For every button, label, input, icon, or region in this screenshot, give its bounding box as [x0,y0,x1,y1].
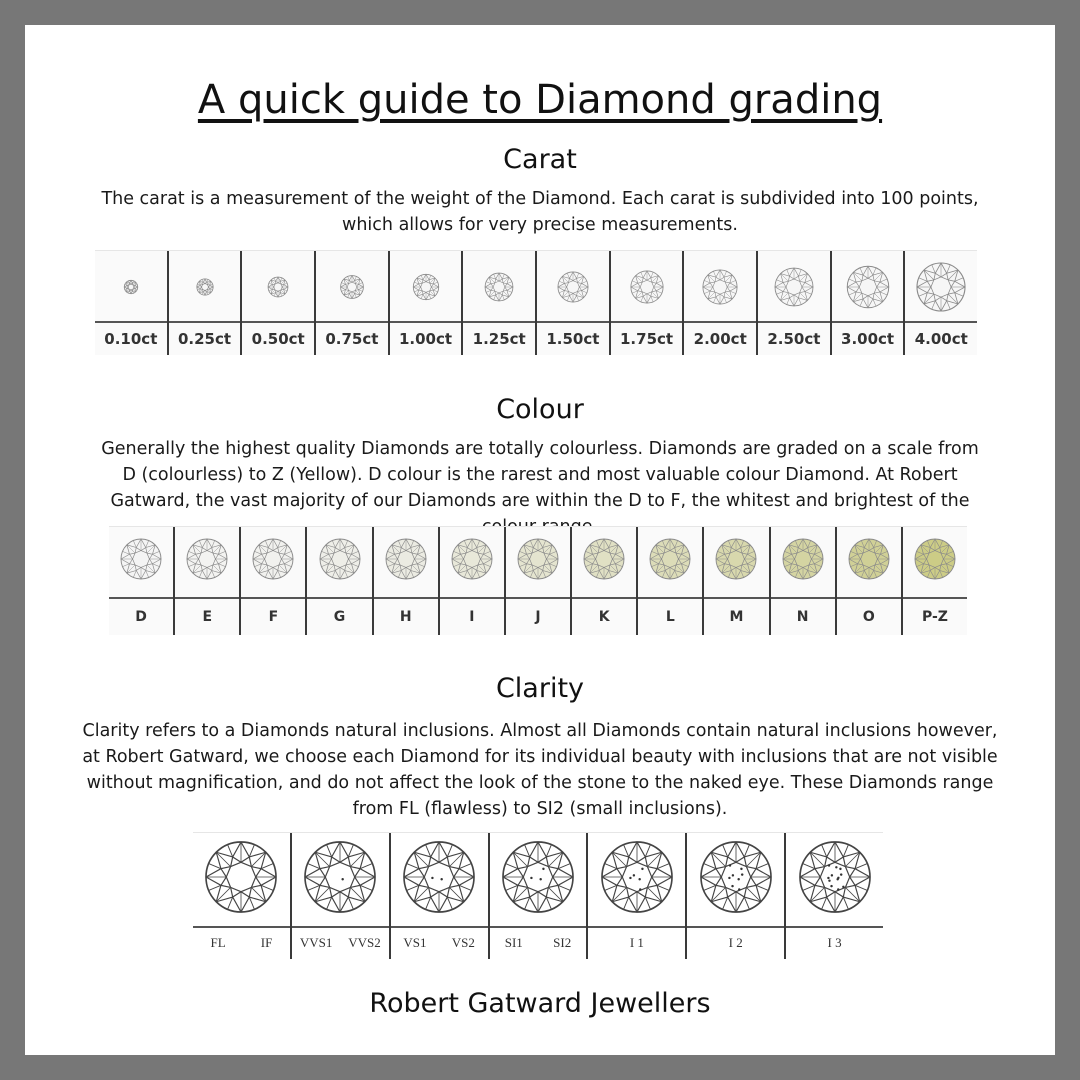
carat-label: 2.00ct [693,330,747,348]
carat-label: 0.75ct [325,330,379,348]
row-divider [903,597,967,599]
clarity-label [193,935,290,951]
carat-cell [535,251,609,355]
clarity-grade-text: SI2 [553,935,572,950]
carat-cell [903,251,977,355]
colour-cell [109,527,173,635]
diamond-icon [194,277,214,297]
row-divider [391,926,488,928]
carat-label: 1.75ct [620,330,674,348]
row-divider [786,926,883,928]
carat-label: 1.25ct [472,330,526,348]
clarity-grade-text: I 3 [827,935,842,950]
diamond-icon [582,537,626,581]
row-divider [684,321,756,323]
colour-label: I [469,609,475,625]
diamond-icon [204,840,278,914]
row-divider [771,597,835,599]
diamond-icon [119,537,163,581]
row-divider [611,321,683,323]
colour-cell [504,527,570,635]
row-divider [193,926,290,928]
colour-label: K [598,609,610,625]
row-divider [490,926,587,928]
row-divider [292,926,389,928]
clarity-grade-text: VS1 [403,935,427,950]
carat-cell [830,251,904,355]
page-title: A quick guide to Diamond grading [197,77,883,123]
row-divider [463,321,535,323]
diamond-icon [450,537,494,581]
clarity-grade-text: FL [210,935,226,950]
carat-cell [609,251,683,355]
row-divider [307,597,371,599]
row-divider [169,321,241,323]
diamond-icon [913,537,957,581]
clarity-grade-text: IF [260,935,273,950]
diamond-icon [600,840,674,914]
clarity-grade-text: VVS2 [348,935,381,950]
diamond-icon [251,537,295,581]
colour-label: P-Z [921,609,948,625]
colour-label: F [268,609,279,625]
diamond-icon [701,268,739,306]
clarity-grade-text: I 1 [629,935,644,950]
row-divider [374,597,438,599]
diamond-icon [185,537,229,581]
clarity-label [687,935,784,951]
colour-cell [438,527,504,635]
row-divider [440,597,504,599]
diamond-icon [714,537,758,581]
colour-scale [109,526,967,635]
diamond-icon [699,840,773,914]
row-divider [837,597,901,599]
row-divider [316,321,388,323]
diamond-icon [384,537,428,581]
colour-cell [702,527,768,635]
diamond-icon [402,840,476,914]
row-divider [242,321,314,323]
carat-label: 3.00ct [841,330,895,348]
diamond-icon [798,840,872,914]
carat-label: 2.50ct [767,330,821,348]
colour-cell [239,527,305,635]
colour-label: J [535,609,541,625]
row-divider [109,597,173,599]
row-divider [704,597,768,599]
clarity-grade-text: SI1 [504,935,523,950]
diamond-icon [845,264,891,310]
carat-cell [314,251,388,355]
diamond-icon [411,272,440,301]
colour-cell [173,527,239,635]
colour-cell [769,527,835,635]
colour-label: O [862,609,875,625]
row-divider [175,597,239,599]
row-divider [390,321,462,323]
carat-description: The carat is a measurement of the weight of the Diamond. Each carat is subdivided into 100 points, which allows for very precise measurements. [101,189,979,235]
diamond-icon [648,537,692,581]
colour-label: N [796,609,809,625]
colour-cell [305,527,371,635]
carat-label: 0.50ct [251,330,305,348]
clarity-description: Clarity refers to a Diamonds natural inclusions. Almost all Diamonds contain natural inclusions however, at Robert Gatward, we choose each Diamond for its individual beauty with inclusions that are not visible without magnification, and do not affect the look of the stone to the naked eye. These Diamonds range from FL (flawless) to SI2 (small inclusions). [82,721,998,819]
clarity-label [292,935,389,951]
diamond-icon [628,269,664,305]
row-divider [537,321,609,323]
diamond-icon [338,274,365,301]
diamond-icon [122,278,139,295]
guide-card [25,25,1055,1055]
carat-label: 0.25ct [177,330,232,348]
clarity-heading: Clarity [495,673,585,704]
colour-label: H [399,609,412,625]
footer-brand: Robert Gatward Jewellers [369,988,711,1019]
clarity-cell [488,833,587,959]
diamond-icon [483,271,515,303]
clarity-grade-text: VS2 [451,935,475,950]
clarity-grade-text: I 2 [728,935,743,950]
carat-cell [682,251,756,355]
row-divider [758,321,830,323]
carat-label: 1.50ct [546,330,600,348]
carat-cell [240,251,314,355]
clarity-label [786,935,883,951]
clarity-cell [784,833,883,959]
colour-cell [835,527,901,635]
colour-cell [372,527,438,635]
clarity-cell [193,833,290,959]
carat-scale [95,250,977,355]
row-divider [905,321,977,323]
colour-label: E [202,609,213,625]
row-divider [506,597,570,599]
diamond-icon [847,537,891,581]
carat-cell [756,251,830,355]
diamond-icon [773,266,815,308]
row-divider [687,926,784,928]
carat-label: 4.00ct [914,330,968,348]
colour-label: M [729,609,744,625]
clarity-scale [193,832,883,959]
row-divider [588,926,685,928]
diamond-icon [556,270,590,304]
carat-label: 0.10ct [104,330,158,348]
clarity-label [490,935,587,951]
carat-cell [95,251,167,355]
row-divider [832,321,904,323]
carat-label: 1.00ct [398,330,453,348]
clarity-cell [685,833,784,959]
carat-cell [167,251,241,355]
diamond-icon [266,275,290,299]
clarity-label [391,935,488,951]
diamond-icon [915,261,967,313]
colour-cell [901,527,967,635]
carat-heading: Carat [503,144,577,175]
diamond-icon [501,840,575,914]
colour-cell [636,527,702,635]
diamond-icon [318,537,362,581]
clarity-cell [586,833,685,959]
colour-label: D [135,609,147,625]
diamond-icon [303,840,377,914]
carat-cell [388,251,462,355]
clarity-grade-text: VVS1 [299,935,333,950]
colour-heading: Colour [496,394,584,425]
clarity-cell [290,833,389,959]
colour-label: L [665,609,675,625]
diamond-icon [516,537,560,581]
colour-label: G [333,609,346,625]
colour-description: Generally the highest quality Diamonds are totally colourless. Diamonds are graded on a scale from D (colourless) to Z (Yellow). D colour is the rarest and most valuable colour Diamond. At Robert Gatward, the vast majority of our Diamonds are within the D to F, the whitest and brightest of the [101,439,979,511]
clarity-cell [389,833,488,959]
row-divider [572,597,636,599]
carat-cell [461,251,535,355]
row-divider [638,597,702,599]
row-divider [95,321,167,323]
colour-cell [570,527,636,635]
clarity-label [588,935,685,951]
row-divider [241,597,305,599]
diamond-icon [781,537,825,581]
